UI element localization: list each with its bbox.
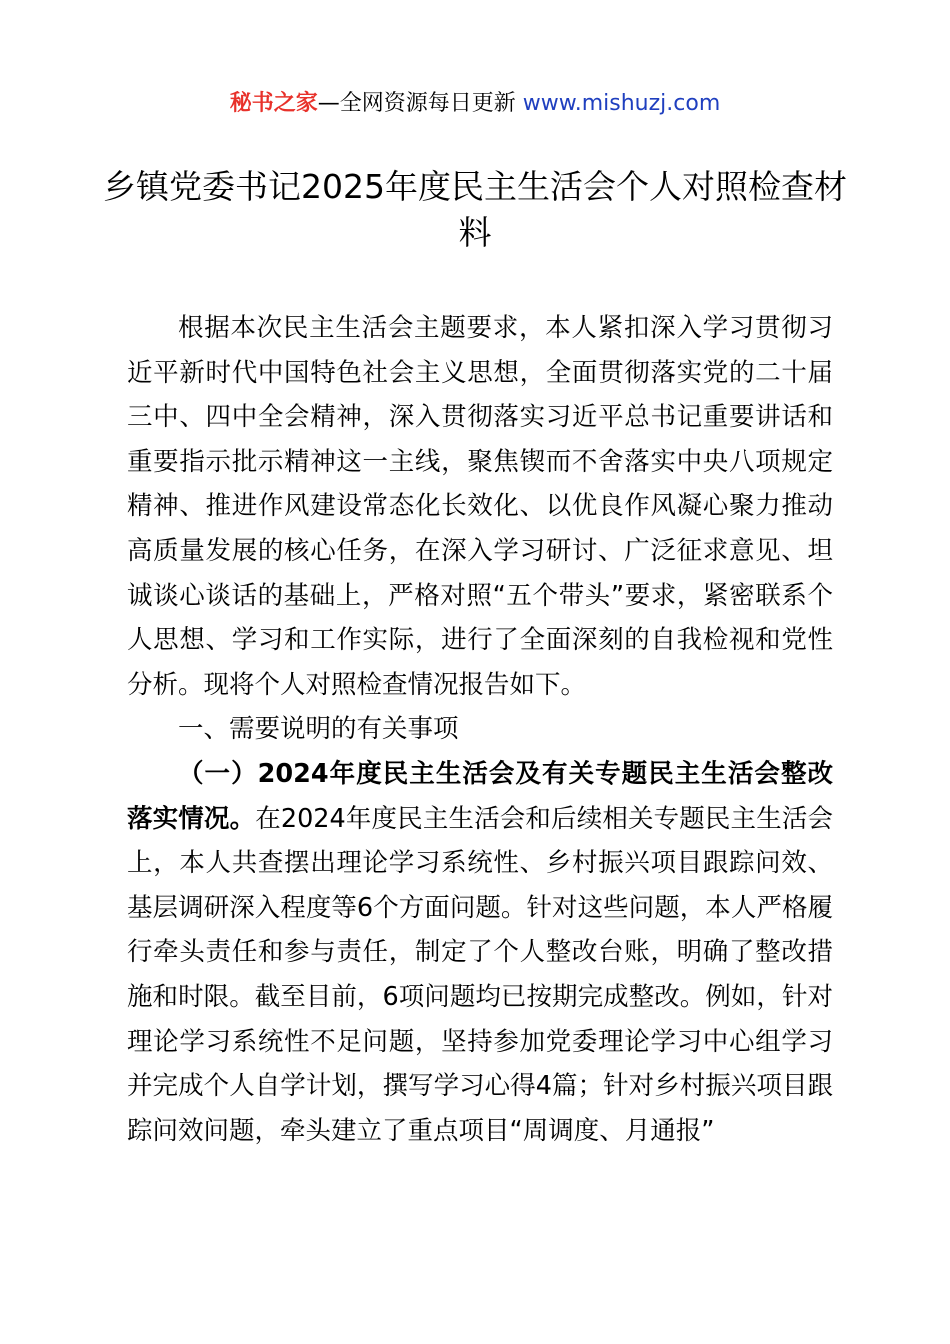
subsection-heading: （一）2024年度民主生活会及有关专题民主生活会整改落实情况。 <box>127 758 833 834</box>
document-title: 乡镇党委书记2025年度民主生活会个人对照检查材料 <box>103 167 847 252</box>
subsection-paragraph <box>127 752 833 1153</box>
page-header <box>0 88 950 120</box>
header-url-link[interactable]: www.mishuzj.com <box>522 91 721 116</box>
intro-paragraph: 根据本次民主生活会主题要求，本人紧扣深入学习贯彻习近平新时代中国特色社会主义思想，全面贯彻落实党的二十届三中、四中全会精神，深入贯彻落实习近平总书记重要讲话和重要指示批示精神这一主线，聚焦锲而不舍落实中央八项规定精神、推进作风建设常态化长效化、以优良作风凝心聚力推动高质量发展的核心任务，在深入学习研讨、广泛征求意见、坦诚谈心谈话的基础上，严格对照“五个带头”要求，紧密联系个人思想、学习和工作实际，进行了全面深刻的自我检视和党性分析。现将个人对照检查情况报告如下。 <box>127 313 833 700</box>
document-body <box>127 306 833 1153</box>
header-brand: 秘书之家 <box>229 91 318 116</box>
subsection-text: 在2024年度民主生活会和后续相关专题民主生活会上，本人共查摆出理论学习系统性、乡村振兴项目跟踪问效、基层调研深入程度等6个方面问题。针对这些问题，本人严格履行牵头责任和参与责任，制定了个人整改台账，明确了整改措施和时限。截至目前，6项问题均已按期完成整改。例如，针对理论学习系统性不足问题，坚持参加党委理论学习中心组学习并完成个人自学计划，撰写学习心得4篇；针对乡村振兴项目跟踪问效问题，牵头建立了重点项目“周调度、月通报” <box>127 803 833 1146</box>
header-tagline: —全网资源每日更新 <box>317 91 516 116</box>
section-heading: 一、需要说明的有关事项 <box>178 714 459 745</box>
